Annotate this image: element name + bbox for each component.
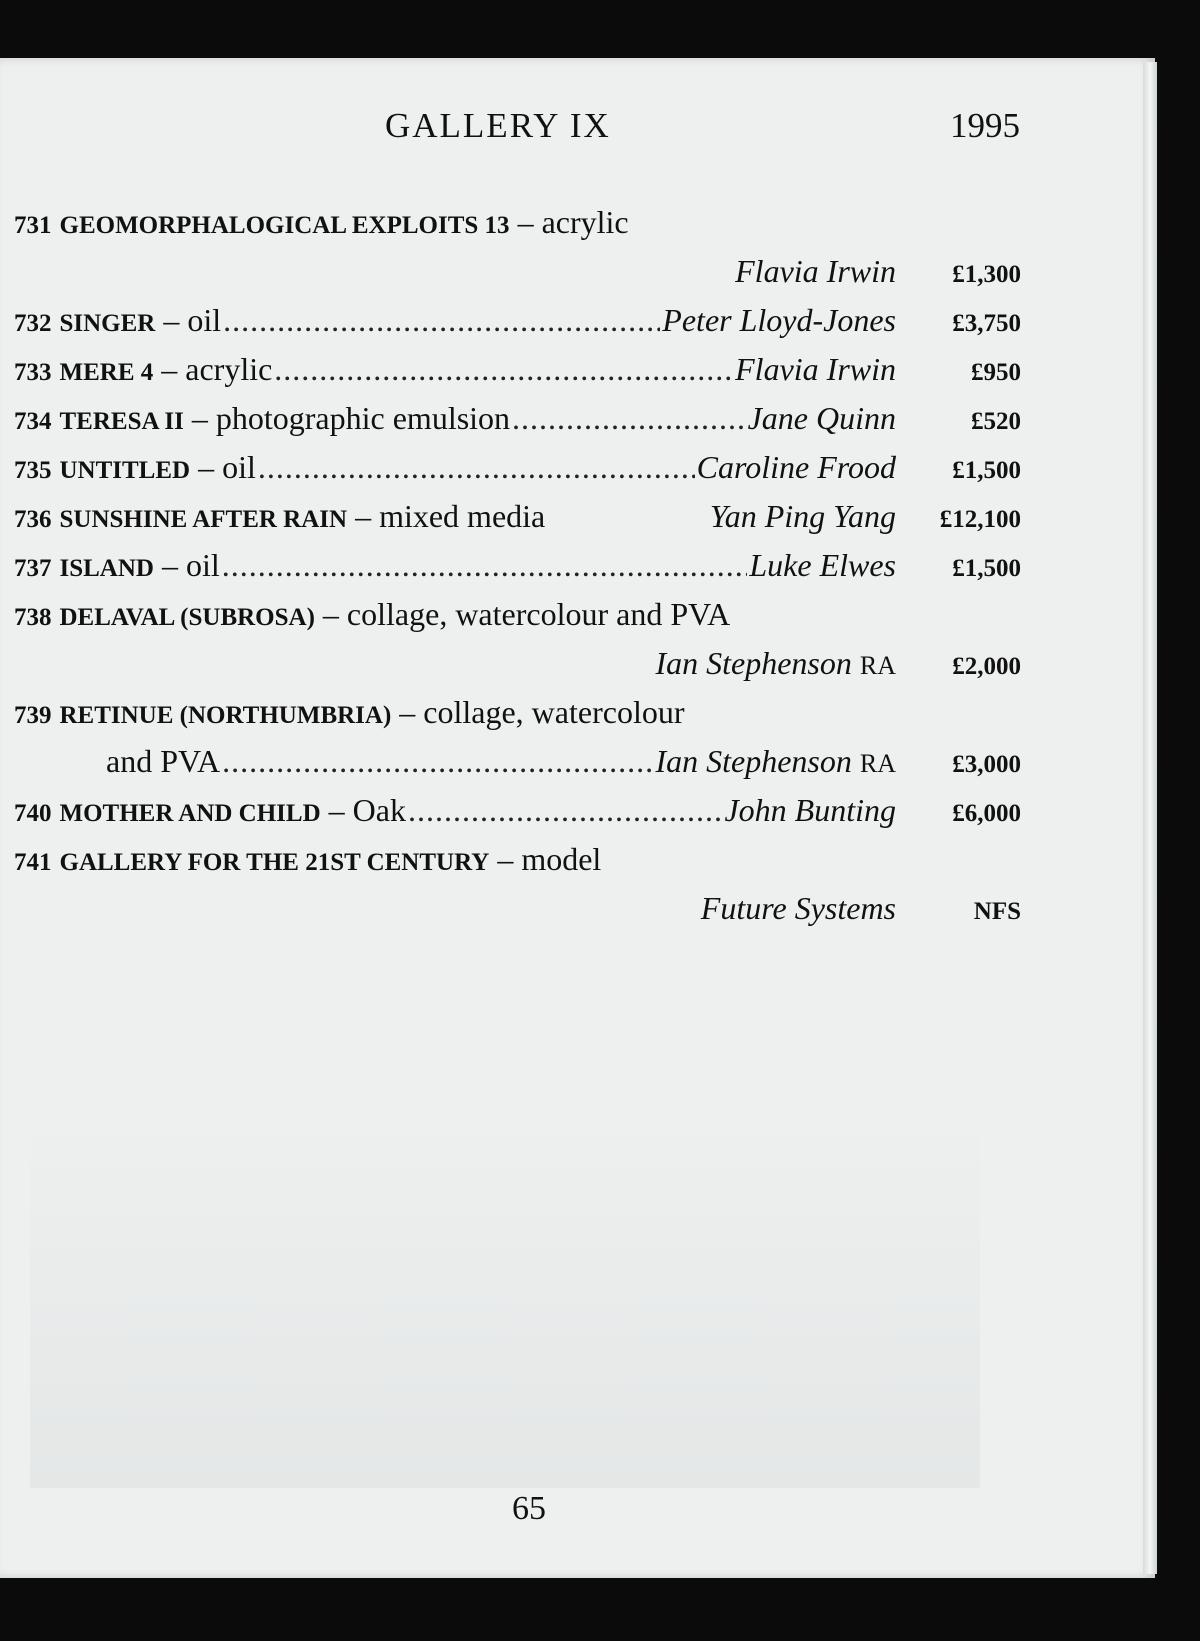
entry-artist: Luke Elwes: [749, 547, 896, 583]
entry-artist: Peter Lloyd-Jones: [662, 302, 896, 338]
catalogue-page: [0, 58, 1155, 1578]
dot-leader: [258, 443, 695, 492]
entry-artist: Flavia Irwin: [735, 351, 896, 387]
dash: –: [322, 596, 339, 632]
page-edge: [1143, 62, 1157, 1574]
entry-artist: Yan Ping Yang: [709, 498, 896, 534]
entry-medium: collage, watercolour: [423, 694, 685, 730]
entry-title: SUNSHINE AFTER RAIN: [59, 506, 348, 533]
entry-medium: acrylic: [185, 351, 273, 387]
entry-number: 732: [14, 310, 52, 337]
entry-title: RETINUE (NORTHUMBRIA): [59, 702, 392, 729]
entry-738: [14, 590, 1021, 639]
entry-price: £6,000: [952, 800, 1021, 827]
entry-artist: John Bunting: [724, 792, 896, 828]
entry-number: 734: [14, 408, 52, 435]
dash: –: [161, 351, 178, 387]
dot-leader: [408, 786, 723, 835]
entry-price: £950: [971, 359, 1021, 386]
entry-number: 731: [14, 212, 52, 239]
entry-list: [14, 198, 1021, 933]
dash: –: [355, 498, 372, 534]
entry-title: DELAVAL (SUBROSA): [59, 604, 315, 631]
entry-title: GEOMORPHALOGICAL EXPLOITS 13: [59, 212, 510, 239]
dash: –: [191, 400, 208, 436]
entry-medium: oil: [187, 302, 222, 338]
entry-title: MERE 4: [59, 359, 154, 386]
dash: –: [198, 449, 215, 485]
entry-medium: photographic emulsion: [215, 400, 511, 436]
entry-736: [14, 492, 1021, 541]
entry-737: [14, 541, 1021, 590]
entry-price: £1,500: [952, 457, 1021, 484]
dash: –: [399, 694, 416, 730]
dot-leader: [274, 345, 733, 394]
entry-artist: Ian Stephenson RA: [655, 743, 896, 779]
entry-artist: Caroline Frood: [696, 449, 896, 485]
entry-741: [14, 835, 1021, 884]
entry-title: UNTITLED: [59, 457, 191, 484]
entry-732: [14, 296, 1021, 345]
entry-740: [14, 786, 1021, 835]
dot-leader: [222, 541, 748, 590]
entry-number: 733: [14, 359, 52, 386]
show-through-shadow: [30, 1108, 980, 1488]
entry-734: [14, 394, 1021, 443]
entry-number: 737: [14, 555, 52, 582]
artist-suffix: RA: [859, 749, 896, 778]
entry-number: 738: [14, 604, 52, 631]
entry-price: £520: [971, 408, 1021, 435]
entry-artist: Flavia Irwin: [735, 253, 896, 289]
dash: –: [497, 841, 514, 877]
artist-suffix: RA: [859, 651, 896, 680]
entry-medium: mixed media: [379, 498, 546, 534]
dash: –: [517, 204, 534, 240]
entry-number: 736: [14, 506, 52, 533]
entry-735: [14, 443, 1021, 492]
entry-title: TERESA II: [59, 408, 184, 435]
page-number: 65: [512, 1490, 546, 1527]
entry-title: ISLAND: [59, 555, 154, 582]
year: 1995: [950, 106, 1020, 145]
entry-price: £1,500: [952, 555, 1021, 582]
dot-leader: [222, 737, 653, 786]
entry-medium: collage, watercolour and PVA: [346, 596, 731, 632]
gallery-title: GALLERY IX: [385, 106, 611, 145]
entry-731: [14, 198, 1021, 247]
entry-medium: oil: [185, 547, 220, 583]
entry-medium: model: [521, 841, 602, 877]
entry-number: 739: [14, 702, 52, 729]
entry-medium: Oak: [352, 792, 406, 828]
entry-title: SINGER: [59, 310, 156, 337]
entry-733: [14, 345, 1021, 394]
entry-price: £3,750: [952, 310, 1021, 337]
dash: –: [161, 547, 178, 583]
entry-price: £1,300: [952, 261, 1021, 288]
entry-medium: acrylic: [541, 204, 629, 240]
entry-medium: oil: [222, 449, 256, 485]
entry-artist: Ian Stephenson RA: [655, 645, 896, 681]
entry-medium-continued: and PVA: [106, 743, 221, 779]
entry-number: 741: [14, 849, 52, 876]
entry-731-artist-line: [14, 247, 1021, 296]
entry-number: 740: [14, 800, 52, 827]
entry-title: MOTHER AND CHILD: [59, 800, 321, 827]
entry-739: [14, 688, 1021, 737]
entry-artist: Jane Quinn: [747, 400, 896, 436]
entry-price: £12,100: [939, 506, 1021, 533]
entry-741-artist-line: [14, 884, 1021, 933]
dot-leader: [512, 394, 746, 443]
dash: –: [328, 792, 345, 828]
entry-738-artist-line: [14, 639, 1021, 688]
entry-number: 735: [14, 457, 52, 484]
dash: –: [163, 302, 180, 338]
dot-leader: [223, 296, 660, 345]
entry-artist: Future Systems: [700, 890, 896, 926]
entry-price: £2,000: [952, 653, 1021, 680]
entry-price: £3,000: [952, 751, 1021, 778]
entry-price: NFS: [973, 898, 1021, 925]
entry-739-continuation: [14, 737, 1021, 786]
entry-title: GALLERY FOR THE 21ST CENTURY: [59, 849, 490, 876]
